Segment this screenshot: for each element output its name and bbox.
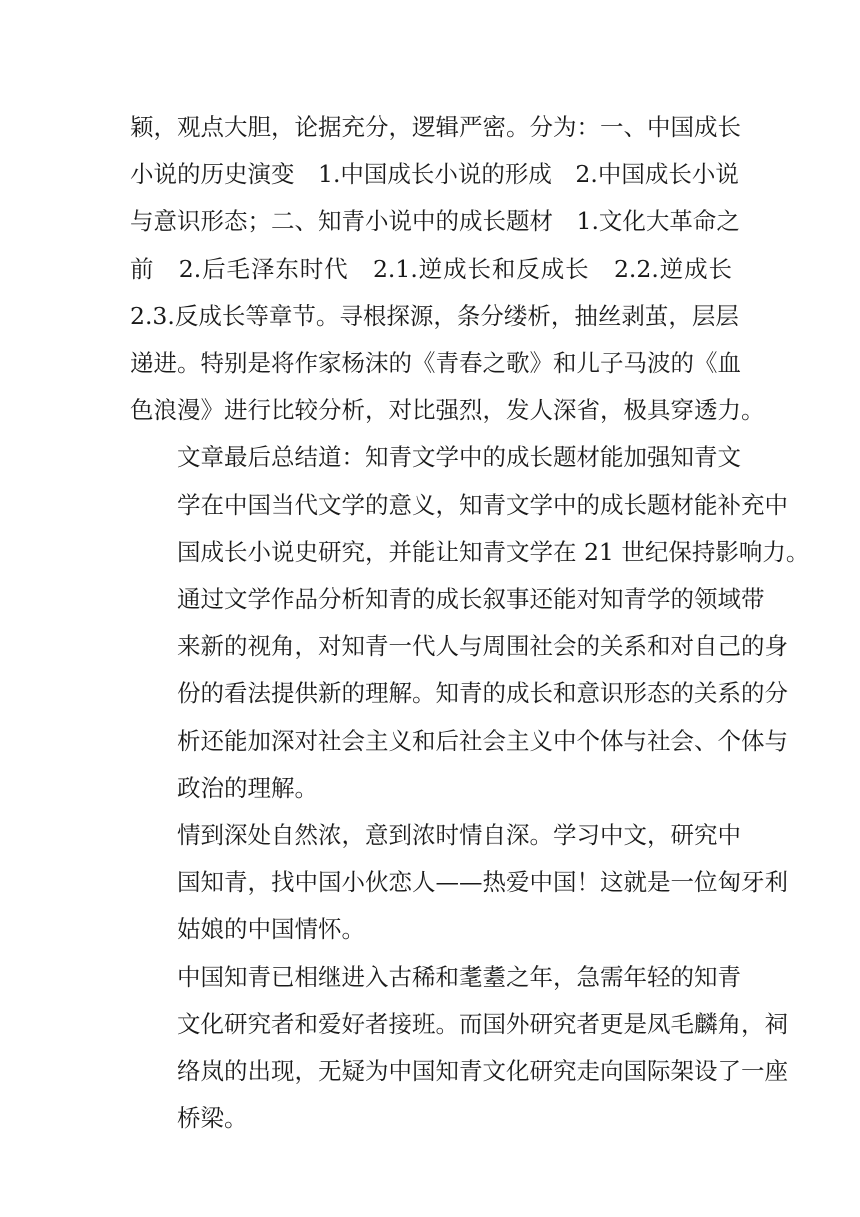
paragraph-1 xyxy=(130,104,765,434)
text-line: 政治的理解。 xyxy=(177,773,318,802)
paragraph-3 xyxy=(130,812,788,954)
text-line: 学在中国当代文学的意义，知青文学中的成长题材能补充中 xyxy=(177,490,788,519)
text-line: 颖，观点大胆，论据充分，逻辑严密。分为：一、中国成长 xyxy=(130,113,741,141)
text-line: 递进。特别是将作家杨沫的《青春之歌》和儿子马波的《血 xyxy=(130,349,741,378)
text-line: 份的看法提供新的理解。知青的成长和意识形态的关系的分 xyxy=(177,679,788,708)
body-text xyxy=(130,104,810,1142)
text-line: 国知青，找中国小伙恋人——热爱中国！这就是一位匈牙利 xyxy=(177,868,788,897)
text-line: 桥梁。 xyxy=(177,1104,248,1133)
text-line: 通过文学作品分析知青的成长叙事还能对知青学的领域带 xyxy=(177,585,765,614)
text-line: 络岚的出现，无疑为中国知青文化研究走向国际架设了一座 xyxy=(177,1057,788,1086)
paragraph-2 xyxy=(130,434,810,812)
text-line: 国成长小说史研究，并能让知青文学在 21 世纪保持影响力。 xyxy=(177,537,810,566)
text-line: 来新的视角，对知青一代人与周围社会的关系和对自己的身 xyxy=(177,632,788,661)
text-line: 2.3.反成长等章节。寻根探源，条分缕析，抽丝剥茧，层层 xyxy=(130,301,739,330)
text-line: 析还能加深对社会主义和后社会主义中个体与社会、个体与 xyxy=(177,726,788,755)
text-line: 中国知青已相继进入古稀和耄耋之年，急需年轻的知青 xyxy=(177,962,741,991)
text-line: 姑娘的中国情怀。 xyxy=(177,915,365,944)
text-line: 情到深处自然浓，意到浓时情自深。学习中文，研究中 xyxy=(177,821,741,850)
text-line: 色浪漫》进行比较分析，对比强烈，发人深省，极具穿透力。 xyxy=(130,396,765,425)
text-line: 文章最后总结道：知青文学中的成长题材能加强知青文 xyxy=(177,443,741,472)
paragraph-4 xyxy=(130,954,788,1143)
text-line: 前 2.后毛泽东时代 2.1.逆成长和反成长 2.2.逆成长 xyxy=(130,254,732,283)
text-line: 与意识形态；二、知青小说中的成长题材 1.文化大革命之 xyxy=(130,207,740,236)
text-line: 小说的历史演变 1.中国成长小说的形成 2.中国成长小说 xyxy=(130,160,739,189)
text-line: 文化研究者和爱好者接班。而国外研究者更是凤毛麟角，祠 xyxy=(177,1009,788,1038)
